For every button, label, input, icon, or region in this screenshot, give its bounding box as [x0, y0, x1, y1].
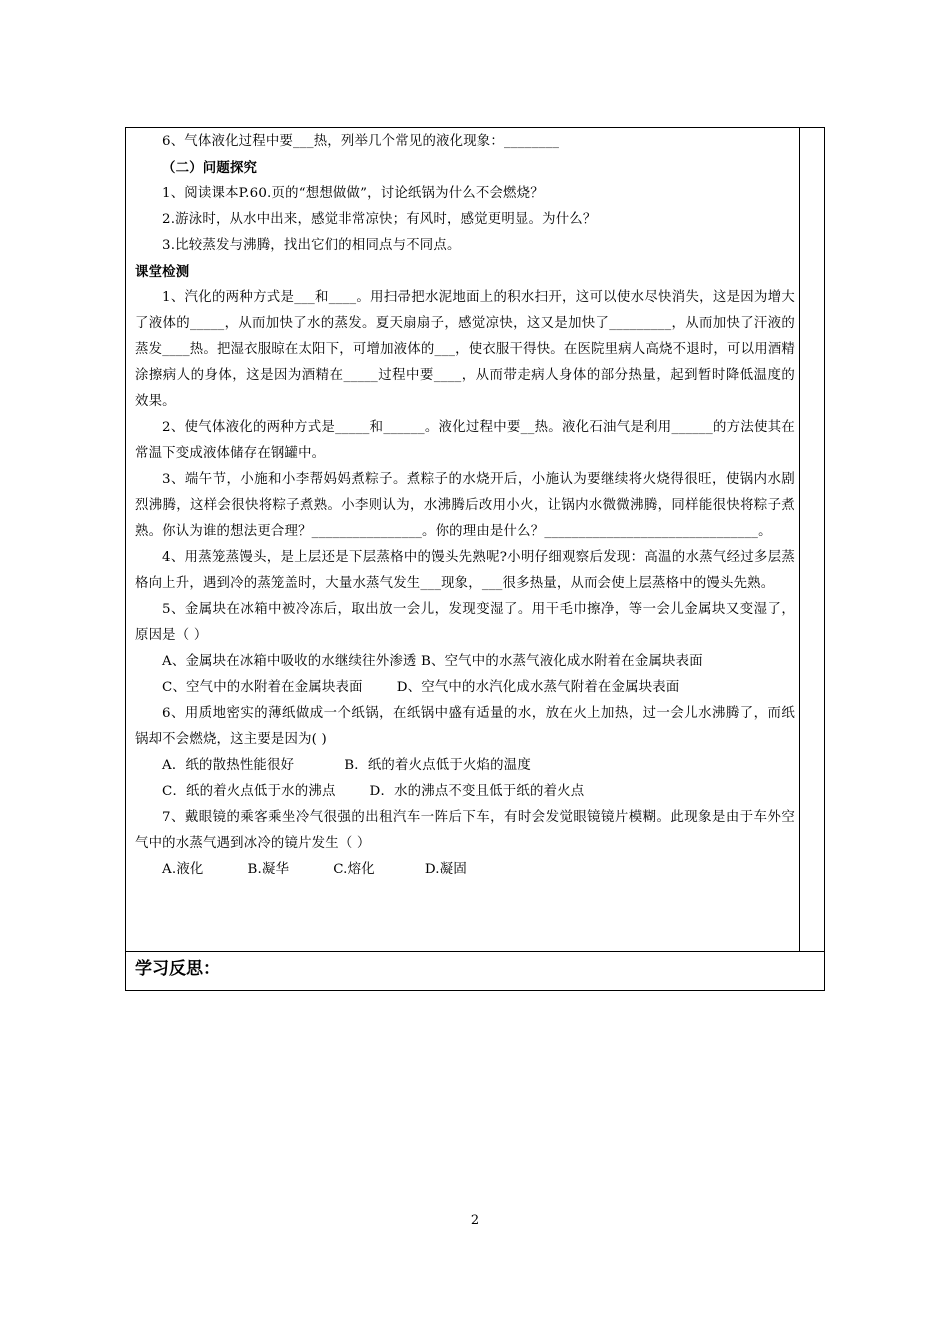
page-number: 2	[470, 1213, 480, 1228]
q5-options-ab: A、金属块在冰箱中吸收的水继续往外渗透 B、空气中的水蒸气液化成水附着在金属块表面	[162, 654, 703, 669]
q6-option-c: C．纸的着火点低于水的沸点	[162, 784, 336, 799]
q7-options	[135, 857, 795, 883]
q6-options-ab	[135, 753, 795, 779]
check-question-7: 7、戴眼镜的乘客乘坐冷气很强的出租汽车一阵后下车，有时会发觉眼镜镜片模糊。此现象是由于车外空气中的水蒸气遇到冰冷的镜片发生（ ）	[135, 810, 795, 851]
q7-option-d: D.凝固	[424, 862, 467, 877]
check-question-5: 5、金属块在冰箱中被冷冻后，取出放一会儿，发现变湿了。用干毛巾擦净，等一会儿金属块又变湿了，原因是（ ）	[135, 602, 795, 643]
q5-options-cd	[135, 675, 795, 701]
q6-options-cd	[135, 779, 795, 805]
check-question-4: 4、用蒸笼蒸馒头，是上层还是下层蒸格中的馒头先熟呢?小明仔细观察后发现：高温的水蒸气经过多层蒸格向上升，遇到冷的蒸笼盖时，大量水蒸气发生___现象，___很多热量，从而会使上层蒸格中的馒头先熟。	[135, 550, 795, 591]
inquiry-question-1: 1、阅读课本P.60.页的“想想做做”，讨论纸锅为什么不会燃烧？	[162, 186, 544, 201]
check-question-1: 1、汽化的两种方式是___和____。用扫帚把水泥地面上的积水扫开，这可以使水尽快消失，这是因为增大了液体的_____，从而加快了水的蒸发。夏天扇扇子，感觉凉快，这又是加快了_________，从而加快了汗液的蒸发____热。把湿衣服晾在太阳下，可增加液体的___，使衣服干得快。在医院里病人高烧不退时，可以用酒精涂擦病人的身体，这是因为酒精在_____过程中要____，从而带走病人身体的部分热量，起到暂时降低温度的效果。	[135, 290, 795, 409]
worksheet-content	[135, 128, 795, 883]
q7-option-b: B.凝华	[247, 862, 290, 877]
column-divider	[799, 128, 800, 951]
q7-option-c: C.熔化	[333, 862, 375, 877]
row-divider	[126, 951, 824, 952]
q5-option-d: D、空气中的水汽化成水蒸气附着在金属块表面	[396, 680, 680, 695]
check-question-6: 6、用质地密实的薄纸做成一个纸锅，在纸锅中盛有适量的水，放在火上加热，过一会儿水沸腾了，而纸锅却不会燃烧，这主要是因为( )	[135, 706, 795, 747]
inquiry-question-3: 3.比较蒸发与沸腾，找出它们的相同点与不同点。	[162, 238, 461, 253]
reflection-heading: 学习反思：	[135, 959, 220, 979]
section-heading-inquiry: （二）问题探究	[162, 160, 258, 176]
check-question-2: 2、使气体液化的两种方式是_____和______。液化过程中要__热。液化石油气是利用______的方法使其在常温下变成液体储存在钢罐中。	[135, 420, 795, 461]
check-title: 课堂检测	[135, 264, 190, 280]
review-question-6: 6、气体液化过程中要___热，列举几个常见的液化现象：________	[162, 134, 560, 149]
inquiry-question-2: 2.游泳时，从水中出来，感觉非常凉快；有风时，感觉更明显。为什么？	[162, 212, 597, 227]
q5-option-c: C、空气中的水附着在金属块表面	[162, 680, 363, 695]
check-question-3: 3、端午节，小施和小李帮妈妈煮粽子。煮粽子的水烧开后，小施认为要继续将火烧得很旺，使锅内水剧烈沸腾，这样会很快将粽子煮熟。小李则认为，水沸腾后改用小火，让锅内水微微沸腾，同样能很快将粽子煮熟。你认为谁的想法更合理？________________。你的理由是什么？_______________________________。	[135, 472, 795, 539]
q6-option-b: B．纸的着火点低于火焰的温度	[344, 758, 531, 773]
worksheet-table	[125, 127, 825, 991]
q7-option-a: A.液化	[162, 862, 204, 877]
q6-option-a: A．纸的散热性能很好	[162, 758, 295, 773]
q6-option-d: D．水的沸点不变且低于纸的着火点	[369, 784, 585, 799]
